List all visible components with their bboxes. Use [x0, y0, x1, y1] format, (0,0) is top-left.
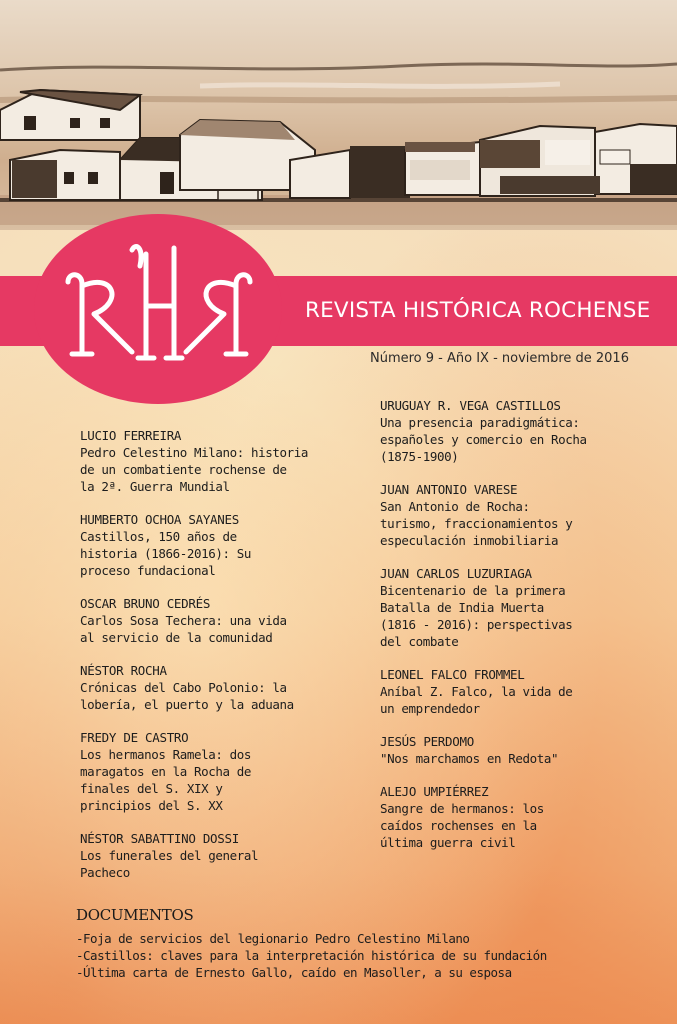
article-title-line: Pacheco — [80, 865, 130, 880]
article-author: JUAN CARLOS LUZURIAGA — [380, 566, 532, 581]
document-item: -Última carta de Ernesto Gallo, caído en Masoller, a su esposa — [76, 965, 512, 980]
contents-right-column — [380, 397, 665, 867]
article-entry — [380, 733, 665, 767]
article-author: OSCAR BRUNO CEDRÉS — [80, 596, 211, 611]
article-entry — [80, 830, 360, 881]
article-author: JESÚS PERDOMO — [380, 734, 474, 749]
article-title-line: Sangre de hermanos: los — [380, 801, 544, 816]
article-title-line: españoles y comercio en Rocha — [380, 432, 587, 447]
article-author: HUMBERTO OCHOA SAYANES — [80, 512, 239, 527]
article-entry — [80, 662, 360, 713]
article-title-line: un emprendedor — [380, 701, 480, 716]
article-entry — [80, 729, 360, 814]
article-entry — [380, 397, 665, 465]
article-author: LUCIO FERREIRA — [80, 428, 182, 443]
article-entry — [380, 783, 665, 851]
article-title-line: historia (1866-2016): Su — [80, 546, 252, 561]
contents-left-column — [80, 427, 360, 897]
article-entry — [80, 511, 360, 579]
article-title-line: Una presencia paradigmática: — [380, 415, 580, 430]
documents-heading: DOCUMENTOS — [76, 906, 194, 924]
article-entry — [80, 427, 360, 495]
article-entry — [80, 595, 360, 646]
article-title-line: principios del S. XX — [80, 798, 223, 813]
issue-info: Número 9 - Año IX - noviembre de 2016 — [370, 351, 629, 366]
article-title-line: especulación inmobiliaria — [380, 533, 559, 548]
article-title-line: de un combatiente rochense de — [80, 462, 287, 477]
article-title-line: proceso fundacional — [80, 563, 216, 578]
article-entry — [380, 481, 665, 549]
article-title-line: (1816 - 2016): perspectivas — [380, 617, 573, 632]
article-title-line: Batalla de India Muerta — [380, 600, 544, 615]
article-title-line: Bicentenario de la primera — [380, 583, 566, 598]
article-title-line: la 2ª. Guerra Mundial — [80, 479, 230, 494]
documents-section — [76, 906, 666, 981]
article-title-line: lobería, el puerto y la aduana — [80, 697, 294, 712]
journal-title: REVISTA HISTÓRICA ROCHENSE — [305, 298, 651, 323]
article-title-line: Castillos, 150 años de — [80, 529, 237, 544]
article-author: JUAN ANTONIO VARESE — [380, 482, 518, 497]
article-title-line: turismo, fraccionamientos y — [380, 516, 573, 531]
article-title-line: finales del S. XIX y — [80, 781, 223, 796]
article-title-line: Crónicas del Cabo Polonio: la — [80, 680, 287, 695]
article-title-line: San Antonio de Rocha: — [380, 499, 530, 514]
article-title-line: Los funerales del general — [80, 848, 259, 863]
article-author: FREDY DE CASTRO — [80, 730, 189, 745]
document-item: -Castillos: claves para la interpretación histórica de su fundación — [76, 948, 547, 963]
article-title-line: caídos rochenses en la — [380, 818, 537, 833]
article-title-line: del combate — [380, 634, 459, 649]
rhr-logo-icon — [34, 214, 282, 404]
document-item: -Foja de servicios del legionario Pedro Celestino Milano — [76, 931, 470, 946]
article-title-line: Carlos Sosa Techera: una vida — [80, 613, 287, 628]
article-title-line: maragatos en la Rocha de — [80, 764, 252, 779]
article-title-line: Los hermanos Ramela: dos — [80, 747, 252, 762]
article-author: ALEJO UMPIÉRREZ — [380, 784, 489, 799]
article-author: NÉSTOR ROCHA — [80, 663, 167, 678]
article-entry — [380, 666, 665, 717]
article-title-line: Aníbal Z. Falco, la vida de — [380, 684, 573, 699]
article-author: URUGUAY R. VEGA CASTILLOS — [380, 398, 561, 413]
article-author: NÉSTOR SABATTINO DOSSI — [80, 831, 239, 846]
article-title-line: al servicio de la comunidad — [80, 630, 273, 645]
article-author: LEONEL FALCO FROMMEL — [380, 667, 525, 682]
article-title-line: "Nos marchamos en Redota" — [380, 751, 559, 766]
article-title-line: Pedro Celestino Milano: historia — [80, 445, 309, 460]
article-title-line: (1875-1900) — [380, 449, 459, 464]
article-title-line: última guerra civil — [380, 835, 516, 850]
article-entry — [380, 565, 665, 650]
